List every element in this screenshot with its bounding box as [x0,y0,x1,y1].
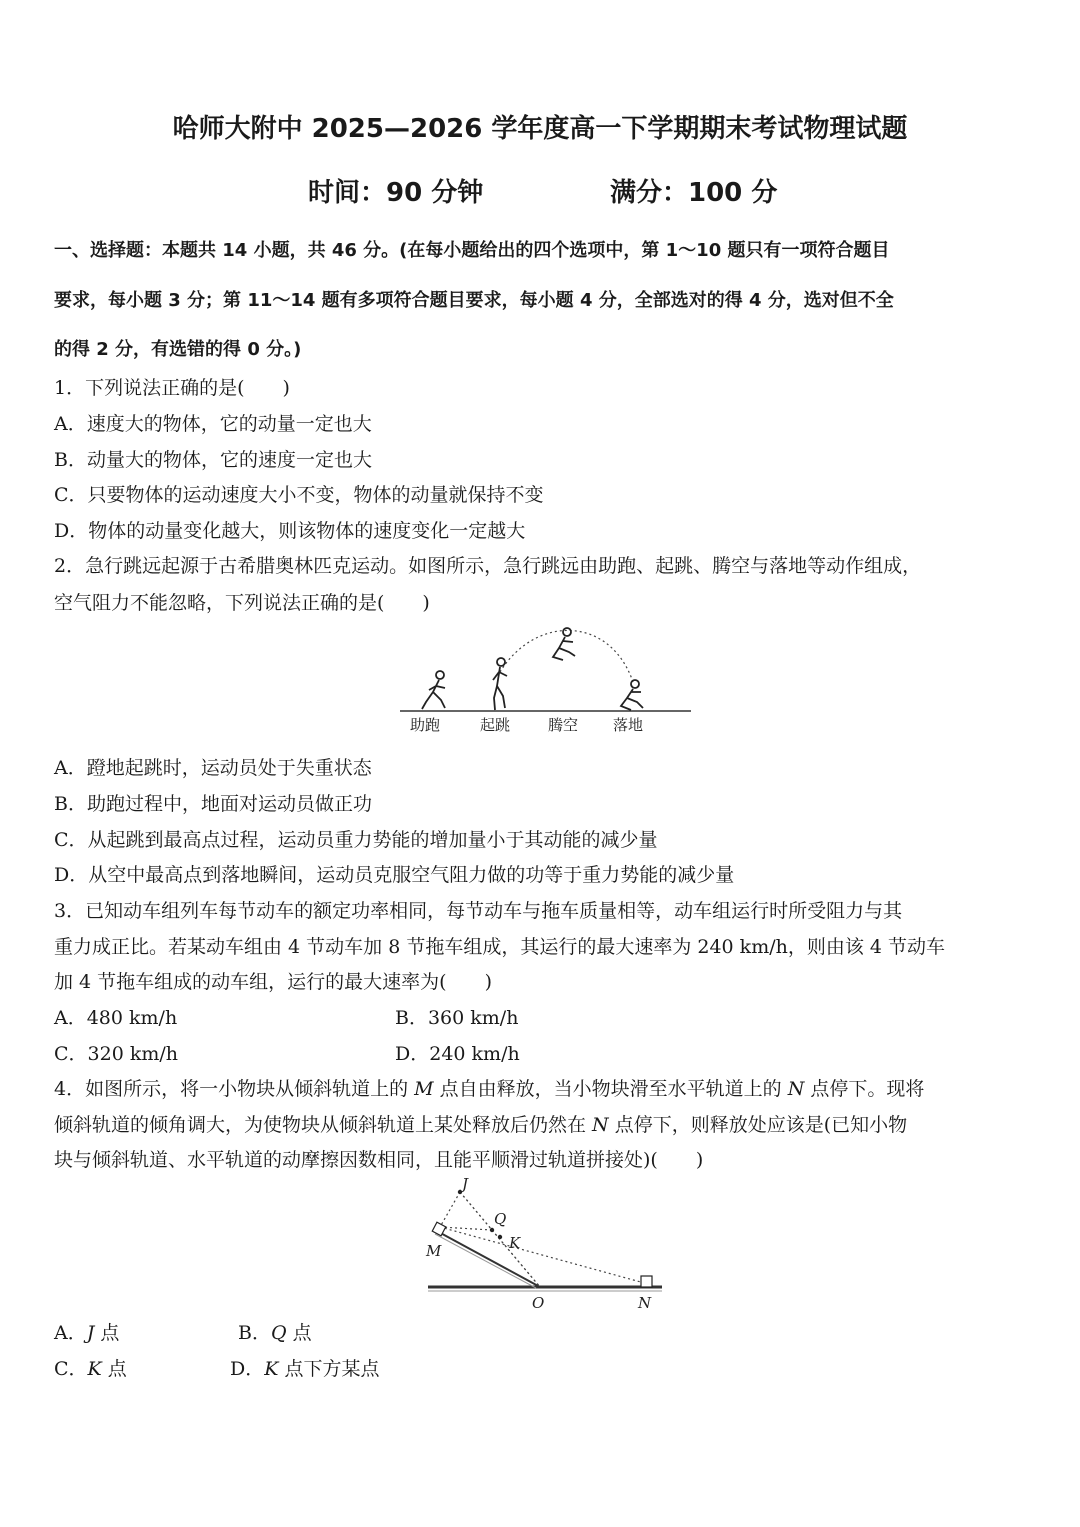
incline-figure [420,1172,670,1314]
q2-option-d: D．从空中最高点到落地瞬间，运动员克服空气阻力做的功等于重力势能的减少量 [54,864,735,886]
instructions-line-1: 一、选择题：本题共 14 小题，共 46 分。(在每小题给出的四个选项中，第 1～10 题只有一项符合题目 [54,240,890,261]
q4-stem-line-2: 倾斜轨道的倾角调大，为使物块从倾斜轨道上某处释放后仍然在 N 点停下，则释放处应该是(已知小物 [54,1114,908,1136]
q3-stem-line-2: 重力成正比。若某动车组由 4 节动车加 8 节拖车组成，其运行的最大速率为 240 km/h，则由该 4 节动车 [54,936,946,958]
page-title: 哈师大附中 2025—2026 学年度高一下学期期末考试物理试题 [172,114,908,144]
q4-stem-line-3: 块与倾斜轨道、水平轨道的动摩擦因数相同，且能平顺滑过轨道拼接处)( ) [54,1149,704,1171]
q4-option-c: C．K 点 [54,1358,127,1380]
dotted-lines [440,1192,648,1287]
landing-figure [621,680,643,710]
q4-option-d: D．K 点下方某点 [230,1358,380,1380]
full-score: 满分：100 分 [610,178,778,208]
figure-label-landing: 落地 [613,716,644,734]
figure-label-airborne: 腾空 [548,716,579,734]
q2-stem-line-2: 空气阻力不能忽略，下列说法正确的是( ) [54,592,430,614]
q2-option-c: C．从起跳到最高点过程，运动员重力势能的增加量小于其动能的减少量 [54,829,658,851]
airborne-figure [553,628,575,660]
q4-stem-line-1: 4．如图所示，将一小物块从倾斜轨道上的 M 点自由释放，当小物块滑至水平轨道上的 N 点停下。现将 [54,1078,925,1100]
takeoff-figure [493,658,507,710]
runner-figure [422,671,445,709]
q3-option-b: B．360 km/h [395,1007,519,1029]
figure-label-takeoff: 起跳 [480,716,511,734]
label-q: Q [494,1210,507,1228]
q1-option-d: D．物体的动量变化越大，则该物体的速度变化一定越大 [54,520,526,542]
q4-option-a: A．J 点 [54,1322,120,1344]
label-k: K [509,1234,521,1252]
q2-option-b: B．助跑过程中，地面对运动员做正功 [54,793,372,815]
block-n [641,1276,652,1287]
label-n: N [638,1294,652,1312]
exam-time: 时间：90 分钟 [308,178,484,208]
q3-option-c: C．320 km/h [54,1043,179,1065]
instructions-line-3: 的得 2 分，有选错的得 0 分。) [54,339,302,360]
instructions-line-2: 要求，每小题 3 分；第 11～14 题有多项符合题目要求，每小题 4 分，全部选对的得 4 分，选对但不全 [54,290,894,311]
label-j: J [462,1175,469,1193]
label-o: O [532,1294,545,1312]
q3-option-d: D．240 km/h [395,1043,520,1065]
jump-trajectory [500,630,633,682]
incline-track [435,1230,540,1287]
figure-label-run: 助跑 [410,716,441,734]
q3-stem-line-1: 3．已知动车组列车每节动车的额定功率相同，每节动车与拖车质量相等，动车组运行时所受阻力与其 [54,900,903,922]
long-jump-figure [395,620,695,742]
q3-stem-line-3: 加 4 节拖车组成的动车组，运行的最大速率为( ) [54,971,492,993]
q2-stem-line-1: 2．急行跳远起源于古希腊奥林匹克运动。如图所示，急行跳远由助跑、起跳、腾空与落地等动作组成， [54,555,922,577]
q1-stem: 1．下列说法正确的是( ) [54,377,290,399]
q3-option-a: A．480 km/h [54,1007,178,1029]
q1-option-a: A．速度大的物体，它的动量一定也大 [54,413,372,435]
q1-option-b: B．动量大的物体，它的速度一定也大 [54,449,372,471]
q4-option-b: B．Q 点 [238,1322,312,1344]
label-m: M [426,1242,442,1260]
q1-option-c: C．只要物体的运动速度大小不变，物体的动量就保持不变 [54,484,544,506]
q2-option-a: A．蹬地起跳时，运动员处于失重状态 [54,757,372,779]
